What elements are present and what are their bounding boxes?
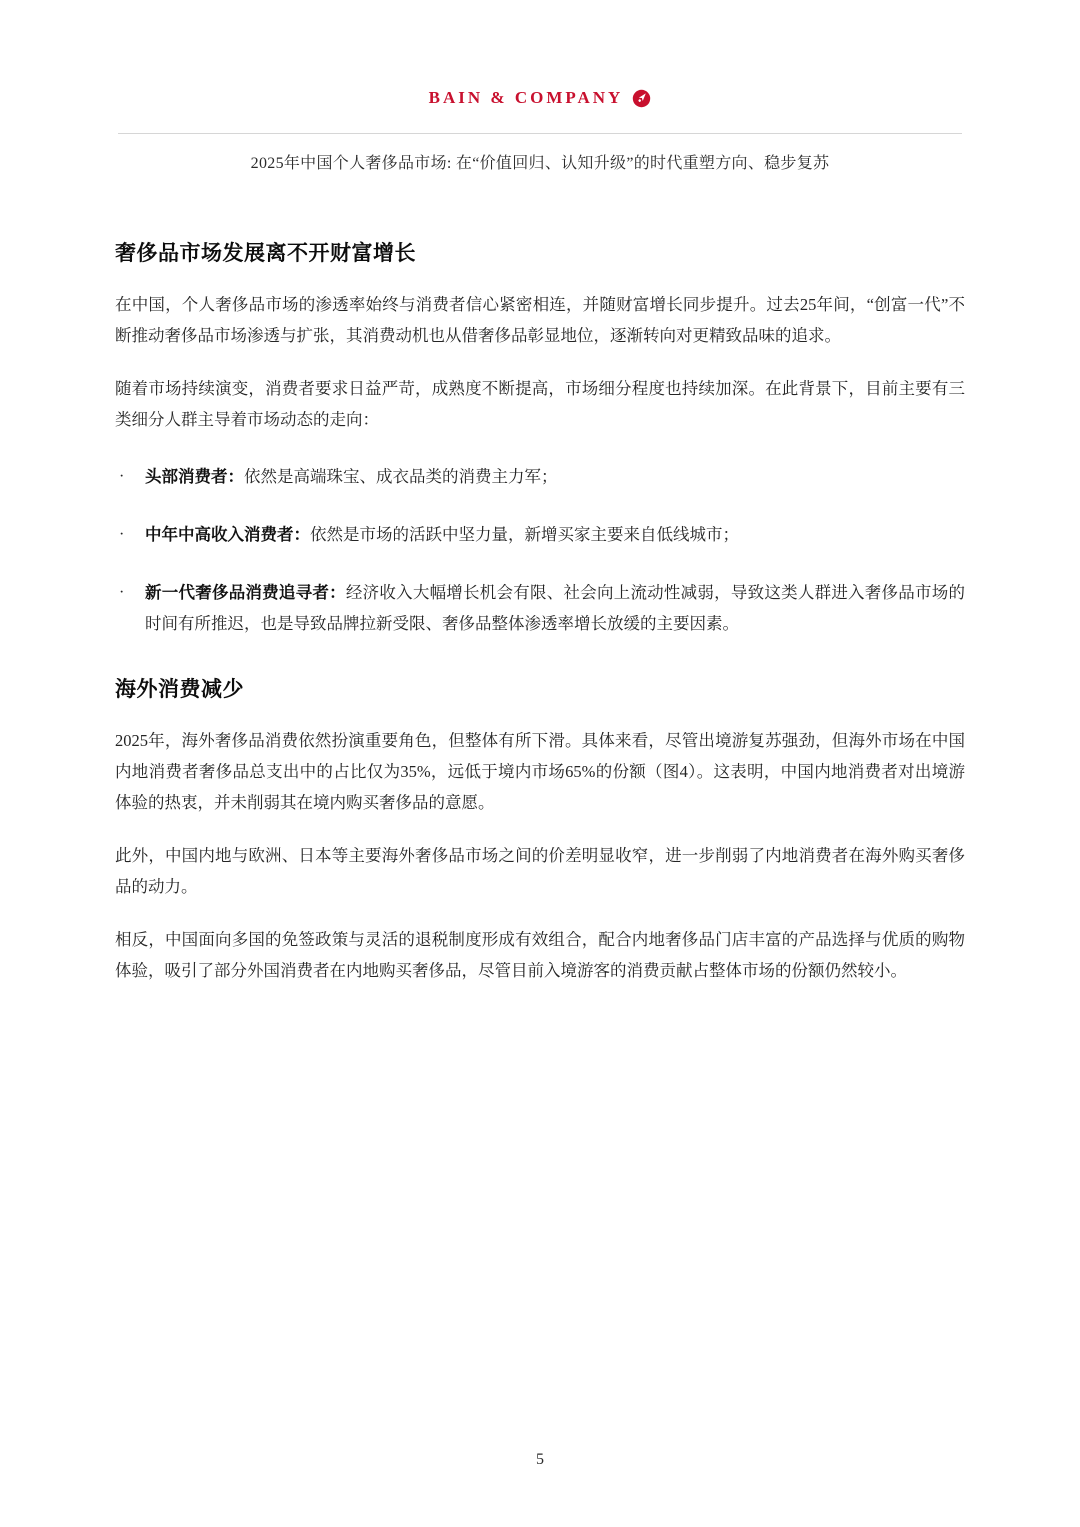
bullet-text: [145, 519, 965, 550]
bullet-marker: ·: [119, 468, 125, 485]
list-item-middle-aged-consumers: [115, 519, 965, 550]
page-content: [0, 237, 1080, 986]
bain-compass-icon: [632, 89, 651, 108]
bullet-rest: 依然是高端珠宝、成衣品类的消费主力军；: [244, 467, 558, 486]
paragraph-overseas-2: 此外，中国内地与欧洲、日本等主要海外奢侈品市场之间的价差明显收窄，进一步削弱了内地消费者在海外购买奢侈品的动力。: [115, 846, 965, 896]
consumer-segments-list: [115, 461, 965, 639]
bullet-lead: 新一代奢侈品消费追寻者：: [145, 583, 346, 602]
bullet-marker: ·: [119, 526, 125, 543]
page-number: 5: [536, 1451, 544, 1468]
section-heading-overseas-decline: 海外消费减少: [115, 678, 244, 701]
bullet-lead: 中年中高收入消费者：: [145, 525, 310, 544]
paragraph-wealth-1: 在中国，个人奢侈品市场的渗透率始终与消费者信心紧密相连，并随财富增长同步提升。过去25年间，“创富一代”不断推动奢侈品市场渗透与扩张，其消费动机也从借奢侈品彰显地位，逐渐转向对更精致品味的追求。: [115, 295, 965, 345]
bullet-rest: 经济收入大幅增长机会有限、社会向上流动性减弱，导致这类人群进入奢侈品市场的时间有所推迟，也是导致品牌拉新受限、奢侈品整体渗透率增长放缓的主要因素。: [145, 583, 966, 633]
page-header: [0, 0, 1080, 173]
bain-logo: [0, 88, 1080, 108]
list-item-new-generation-consumers: [115, 577, 965, 639]
bullet-lead: 头部消费者：: [145, 467, 244, 486]
document-subtitle: 2025年中国个人奢侈品市场: 在“价值回归、认知升级”的时代重塑方向、稳步复苏: [250, 155, 830, 172]
bullet-text: [145, 461, 965, 492]
bullet-rest: 依然是市场的活跃中坚力量，新增买家主要来自低线城市；: [310, 525, 739, 544]
header-divider: [118, 133, 962, 134]
section-heading-wealth-growth: 奢侈品市场发展离不开财富增长: [115, 242, 416, 265]
paragraph-overseas-1: 2025年，海外奢侈品消费依然扮演重要角色，但整体有所下滑。具体来看，尽管出境游复苏强劲，但海外市场在中国内地消费者奢侈品总支出中的占比仅为35%，远低于境内市场65%的份额（图4）。这表明，中国内地消费者对出境游体验的热衷，并未削弱其在境内购买奢侈品的意愿。: [115, 731, 965, 812]
bullet-text: [145, 577, 965, 639]
bain-logo-text: BAIN & COMPANY: [428, 88, 624, 107]
paragraph-wealth-2: 随着市场持续演变，消费者要求日益严苛，成熟度不断提高，市场细分程度也持续加深。在此背景下，目前主要有三类细分人群主导着市场动态的走向：: [115, 379, 965, 429]
bullet-marker: ·: [119, 584, 125, 601]
paragraph-overseas-3: 相反，中国面向多国的免签政策与灵活的退税制度形成有效组合，配合内地奢侈品门店丰富的产品选择与优质的购物体验，吸引了部分外国消费者在内地购买奢侈品，尽管目前入境游客的消费贡献占整体市场的份额仍然较小。: [115, 930, 965, 980]
list-item-top-consumers: [115, 461, 965, 492]
page-footer: [0, 1451, 1080, 1469]
